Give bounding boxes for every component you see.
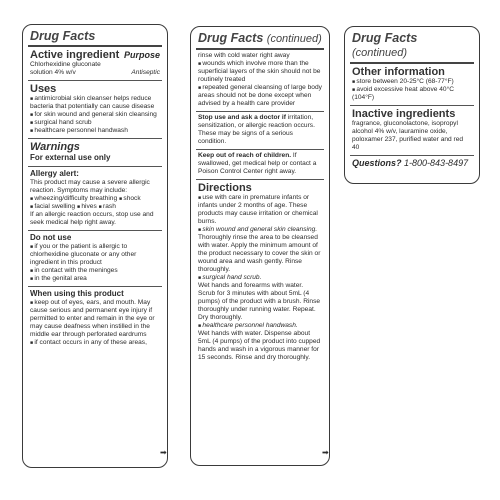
allergy-symptom: ■ facial swelling	[30, 203, 75, 210]
warnings-section	[28, 139, 162, 167]
continue-arrow-icon: ➡	[160, 448, 167, 457]
continue-arrow-icon: ➡	[322, 448, 329, 457]
external-use-note: For external use only	[30, 153, 111, 162]
keep-out-title: Keep out of reach of children.	[198, 152, 292, 159]
when-using-item: ■ keep out of eyes, ears, and mouth. May cause serious and permanent eye injury if permitted to enter and remain in the eye or may cause deafness when instilled in the middle ear through perforated eardrums	[30, 299, 160, 339]
allergy-title: Allergy alert:	[30, 169, 79, 178]
drug-facts-panel-3	[344, 26, 480, 184]
continued-warnings-section	[196, 50, 324, 112]
allergy-symptom: ■ hives	[77, 203, 97, 210]
active-purpose: Antiseptic	[131, 69, 160, 76]
other-information-item: ■ avoid excessive heat above 40°C (104°F)	[352, 86, 472, 102]
panel-3-header: Drug Facts	[352, 31, 418, 45]
phone-number: 1-800-843-8497	[404, 158, 469, 168]
direction-subtitle: ■ skin wound and general skin cleansing.	[198, 226, 322, 234]
do-not-use-item: ■ if you or the patient is allergic to chlorhexidine gluconate or any other ingredient in this product	[30, 243, 160, 267]
stop-use-section	[196, 112, 324, 150]
keep-out-section	[196, 150, 324, 180]
other-information-section	[350, 64, 474, 106]
directions-title: Directions	[198, 182, 252, 194]
continued-line: rinse with cold water right away	[198, 52, 290, 59]
when-using-item: ■ if contact occurs in any of these areas,	[30, 339, 160, 347]
drug-facts-panel-1	[22, 24, 168, 468]
active-ingredient-line-2: solution 4% w/v	[30, 69, 76, 76]
do-not-use-title: Do not use	[30, 233, 72, 242]
questions-label: Questions?	[352, 158, 402, 168]
panel-3-continued: (continued)	[352, 47, 408, 59]
inactive-ingredients-section	[350, 106, 474, 156]
direction-subtitle: ■ healthcare personnel handwash.	[198, 322, 322, 330]
panel-2-header: Drug Facts	[198, 31, 264, 45]
direction-text: Thoroughly rinse the area to be cleansed with water. Apply the minimum amount of the product necessary to cover the skin or wound area and wash gently. Rinse thoroughly.	[198, 234, 321, 273]
other-information-item: ■ store between 20-25°C (68-77°F)	[352, 78, 472, 86]
direction-text: Wet hands with water. Dispense about 5mL (4 pumps) of the product into cupped hands and wash in a vigorous manner for 15 seconds. Rinse and dry thoroughly.	[198, 330, 321, 361]
uses-section	[28, 81, 162, 139]
active-ingredient-line-1: Chlorhexidine gluconate	[30, 61, 101, 68]
continued-line: ■ repeated general cleansing of large body areas should not be done except when advised by a health care provider	[198, 84, 322, 108]
stop-use-title: Stop use and ask a doctor if	[198, 114, 286, 121]
drug-facts-panel-2	[190, 26, 330, 466]
use-item: ■ antimicrobial skin cleanser helps reduce bacteria that potentially can cause disease	[30, 95, 160, 111]
directions-section	[196, 180, 324, 365]
other-information-title: Other information	[352, 66, 445, 78]
stop-use-text: irritation, sensitization, or allergic reaction occurs. These may be signs of a serious condition.	[198, 114, 315, 145]
allergy-section	[28, 167, 162, 231]
keep-out-text: If swallowed, get medical help or contact a Poison Control Center right away.	[198, 152, 317, 175]
inactive-ingredients-title: Inactive ingredients	[352, 108, 456, 120]
panel-1-header: Drug Facts	[28, 29, 162, 47]
questions-section	[350, 156, 474, 171]
purpose-label: Purpose	[123, 50, 160, 60]
allergy-symptom: ■ shock	[119, 195, 141, 202]
use-item: ■ healthcare personnel handwash	[30, 127, 160, 135]
direction-subtitle: ■ surgical hand scrub.	[198, 274, 322, 282]
active-ingredient-section	[28, 47, 162, 81]
do-not-use-item: ■ in the genital area	[30, 275, 160, 283]
allergy-symptom: ■ rash	[99, 203, 116, 210]
warnings-title: Warnings	[30, 141, 80, 153]
do-not-use-section	[28, 231, 162, 287]
inactive-ingredients-text: fragrance, gluconolactone, isopropyl alcohol 4% w/v, lauramine oxide, poloxamer 237, purified water and red 40	[352, 120, 464, 151]
allergy-after: If an allergic reaction occurs, stop use and seek medical help right away.	[30, 211, 154, 226]
when-using-section	[28, 287, 162, 350]
active-ingredient-title: Active ingredient	[30, 49, 120, 61]
continued-line: ■ wounds which involve more than the superficial layers of the skin should not be routinely treated	[198, 60, 322, 84]
do-not-use-item: ■ in contact with the meninges	[30, 267, 160, 275]
panel-2-continued: (continued)	[266, 33, 322, 45]
direction-text: Wet hands and forearms with water. Scrub for 3 minutes with about 5mL (4 pumps) of the product with a brush. Rinse thoroughly under running water. Repeat. Dry thoroughly.	[198, 282, 321, 321]
uses-title: Uses	[30, 83, 57, 95]
allergy-text: This product may cause a severe allergic reaction. Symptoms may include:	[30, 179, 150, 194]
use-item: ■ for skin wound and general skin cleansing	[30, 111, 160, 119]
direction-item: ■ use with care in premature infants or infants under 2 months of age. These products may cause irritation or chemical burns.	[198, 194, 322, 226]
when-using-title: When using this product	[30, 289, 124, 298]
allergy-symptom: ■ wheezing/difficulty breathing	[30, 195, 117, 202]
use-item: ■ surgical hand scrub	[30, 119, 160, 127]
